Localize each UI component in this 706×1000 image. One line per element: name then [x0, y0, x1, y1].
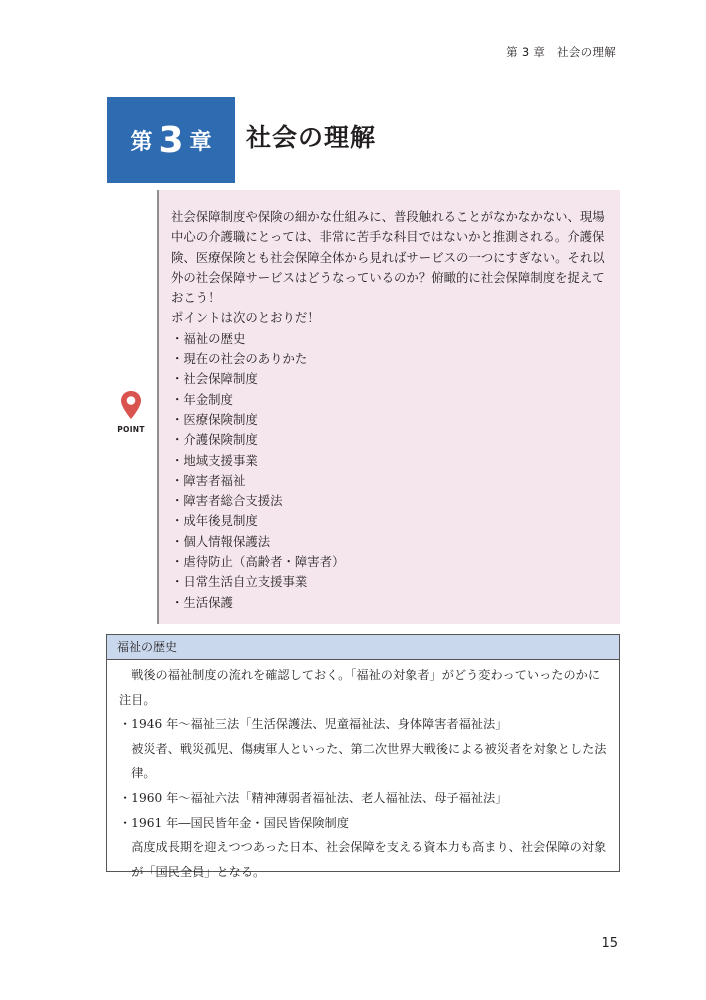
history-intro: 戦後の福祉制度の流れを確認しておく。「福祉の対象者」がどう変わっていったのかに注目。 [119, 668, 601, 707]
list-item: ・個人情報保護法 [171, 533, 271, 549]
list-item: ・医療保険制度 [171, 411, 258, 427]
chapter-title: 社会の理解 [246, 123, 377, 152]
list-item: ・障害者福祉 [171, 472, 246, 488]
page-number: 15 [601, 936, 618, 951]
history-entry-1946-note: 被災者、戦災孤児、傷痍軍人といった、第二次世界大戦後による被災者を対象とした法律。 [131, 741, 607, 781]
map-pin-icon [120, 390, 142, 420]
point-list [171, 329, 606, 613]
history-box [106, 634, 620, 879]
list-item: ・障害者総合支援法 [171, 493, 283, 509]
list-item: ・地域支援事業 [171, 452, 258, 468]
chapter-prefix: 第 [130, 129, 153, 155]
list-item: ・介護保険制度 [171, 432, 258, 448]
list-item: ・日常生活自立支援事業 [171, 574, 308, 590]
list-item: ・生活保護 [171, 594, 233, 610]
point-lead: ポイントは次のとおりだ！ [171, 310, 320, 326]
history-entry-1960: ・1960 年～福祉六法「精神薄弱者福祉法、老人福祉法、母子福祉法」 [119, 790, 508, 805]
chapter-number: 3 [158, 119, 184, 161]
list-item: ・成年後見制度 [171, 513, 258, 529]
running-head: 第 3 章 社会の理解 [506, 45, 616, 59]
history-entry-1961-note: 高度成長期を迎えつつあった日本、社会保障を支える資本力も高まり、社会保障の対象が「国民全員」となる。 [131, 840, 607, 879]
point-icon-label: POINT [117, 425, 145, 434]
chapter-suffix: 章 [189, 129, 212, 155]
history-body [107, 660, 619, 884]
list-item: ・年金制度 [171, 391, 233, 407]
point-intro: 社会保障制度や保険の細かな仕組みに、普段触れることがなかなかない、現場中心の介護職にとっては、非常に苦手な科目ではないかと推測される。介護保険、医療保険とも社会保障全体から見ればサービスの一つにすぎない。それ以外の社会保障サービスはどうなっているのか？俯瞰的に社会保障制度を捉えておこう！ [171, 209, 605, 306]
list-item: ・社会保障制度 [171, 371, 258, 387]
list-item: ・虐待防止（高齢者・障害者） [171, 554, 345, 570]
point-marker [117, 390, 145, 434]
history-entry-1961: ・1961 年―国民皆年金・国民皆保険制度 [119, 815, 349, 830]
history-heading: 福祉の歴史 [107, 635, 619, 660]
list-item: ・現在の社会のありかた [171, 351, 308, 367]
chapter-badge [107, 97, 235, 183]
history-entry-1946: ・1946 年～福祉三法「生活保護法、児童福祉法、身体障害者福祉法」 [119, 717, 508, 732]
point-box [157, 190, 620, 624]
list-item: ・福祉の歴史 [171, 330, 246, 346]
